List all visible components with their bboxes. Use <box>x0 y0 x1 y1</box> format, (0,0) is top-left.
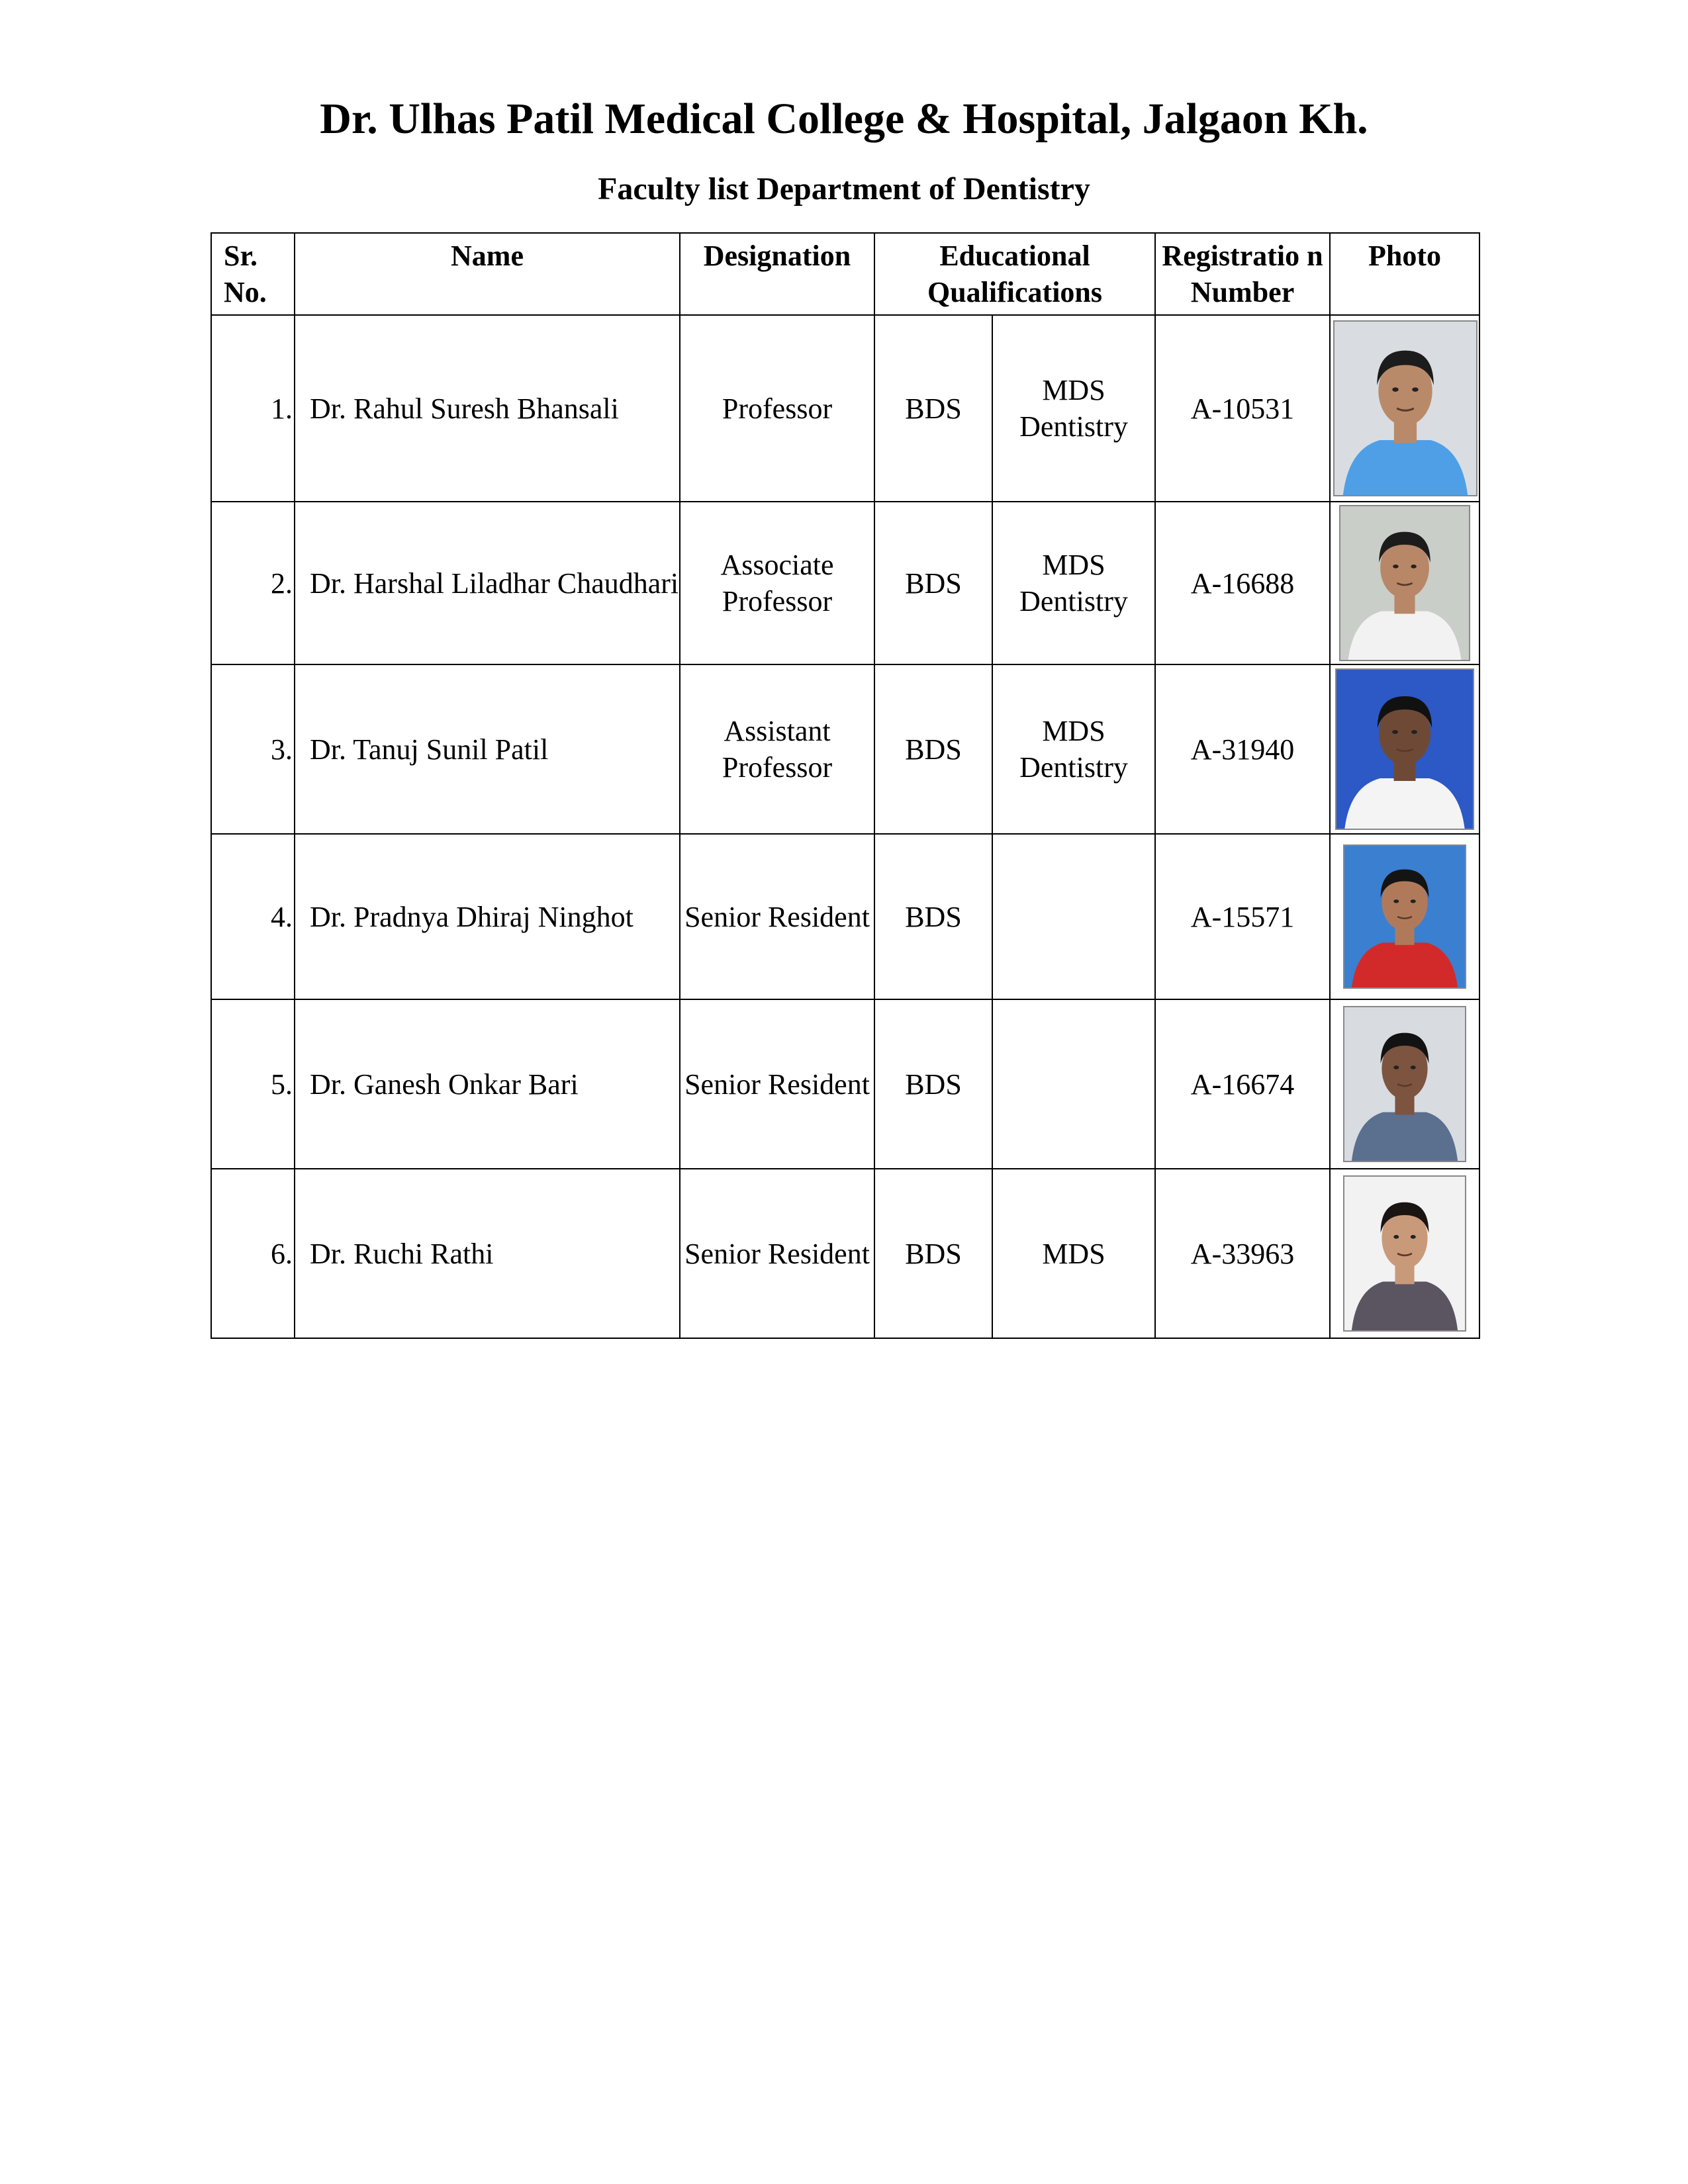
row-designation: Professor <box>680 315 874 502</box>
portrait-illustration <box>1340 506 1469 660</box>
row-designation: Senior Resident <box>680 999 874 1169</box>
row-sr-no: 2. <box>211 502 295 664</box>
row-name: Dr. Ruchi Rathi <box>295 1169 680 1338</box>
row-qualification-primary: BDS <box>874 834 992 999</box>
row-designation: Senior Resident <box>680 834 874 999</box>
row-qualification-secondary: MDS Dentistry <box>992 664 1155 834</box>
portrait-illustration <box>1336 670 1473 829</box>
row-qualification-primary: BDS <box>874 999 992 1169</box>
row-name: Dr. Pradnya Dhiraj Ninghot <box>295 834 680 999</box>
faculty-photo <box>1343 1006 1466 1162</box>
table-body <box>211 315 1479 1338</box>
header-designation: Designation <box>680 233 874 315</box>
row-sr-no: 5. <box>211 999 295 1169</box>
row-sr-no: 6. <box>211 1169 295 1338</box>
row-name: Dr. Rahul Suresh Bhansali <box>295 315 680 502</box>
faculty-photo <box>1343 844 1466 989</box>
faculty-table <box>211 232 1480 1339</box>
row-registration-number: A-16688 <box>1155 502 1330 664</box>
row-photo-cell <box>1330 315 1479 502</box>
row-qualification-primary: BDS <box>874 502 992 664</box>
row-designation: Associate Professor <box>680 502 874 664</box>
table-row <box>211 502 1479 664</box>
row-registration-number: A-33963 <box>1155 1169 1330 1338</box>
header-registration-number: Registratio n Number <box>1155 233 1330 315</box>
table-header-row <box>211 233 1479 315</box>
faculty-photo <box>1333 320 1477 496</box>
portrait-illustration <box>1335 322 1476 495</box>
portrait-illustration <box>1344 1177 1465 1330</box>
row-designation: Assistant Professor <box>680 664 874 834</box>
row-registration-number: A-16674 <box>1155 999 1330 1169</box>
row-qualification-primary: BDS <box>874 1169 992 1338</box>
portrait-illustration <box>1344 1007 1465 1161</box>
document-title: Dr. Ulhas Patil Medical College & Hospital, Jalgaon Kh. <box>320 95 1368 143</box>
table-row <box>211 315 1479 502</box>
faculty-photo <box>1343 1175 1466 1332</box>
row-photo-cell <box>1330 502 1479 664</box>
row-photo-cell <box>1330 1169 1479 1338</box>
row-sr-no: 3. <box>211 664 295 834</box>
row-qualification-secondary: MDS Dentistry <box>992 315 1155 502</box>
row-qualification-secondary: MDS Dentistry <box>992 502 1155 664</box>
row-qualification-secondary: MDS <box>992 1169 1155 1338</box>
header-educational-qualifications: Educational Qualifications <box>874 233 1155 315</box>
row-photo-cell <box>1330 664 1479 834</box>
portrait-illustration <box>1344 846 1465 987</box>
row-photo-cell <box>1330 834 1479 999</box>
header-sr-no: Sr. No. <box>211 233 295 315</box>
faculty-photo <box>1335 668 1474 830</box>
row-sr-no: 4. <box>211 834 295 999</box>
row-name: Dr. Harshal Liladhar Chaudhari <box>295 502 680 664</box>
faculty-photo <box>1339 505 1470 661</box>
row-registration-number: A-15571 <box>1155 834 1330 999</box>
row-name: Dr. Ganesh Onkar Bari <box>295 999 680 1169</box>
row-qualification-primary: BDS <box>874 664 992 834</box>
table-row <box>211 1169 1479 1338</box>
table-row <box>211 834 1479 999</box>
document-subtitle: Faculty list Department of Dentistry <box>598 171 1090 206</box>
row-name: Dr. Tanuj Sunil Patil <box>295 664 680 834</box>
row-registration-number: A-10531 <box>1155 315 1330 502</box>
row-qualification-secondary <box>992 834 1155 999</box>
row-qualification-secondary <box>992 999 1155 1169</box>
row-qualification-primary: BDS <box>874 315 992 502</box>
table-row <box>211 664 1479 834</box>
row-photo-cell <box>1330 999 1479 1169</box>
header-photo: Photo <box>1330 233 1479 315</box>
table-row <box>211 999 1479 1169</box>
row-sr-no: 1. <box>211 315 295 502</box>
row-registration-number: A-31940 <box>1155 664 1330 834</box>
row-designation: Senior Resident <box>680 1169 874 1338</box>
header-name: Name <box>295 233 680 315</box>
